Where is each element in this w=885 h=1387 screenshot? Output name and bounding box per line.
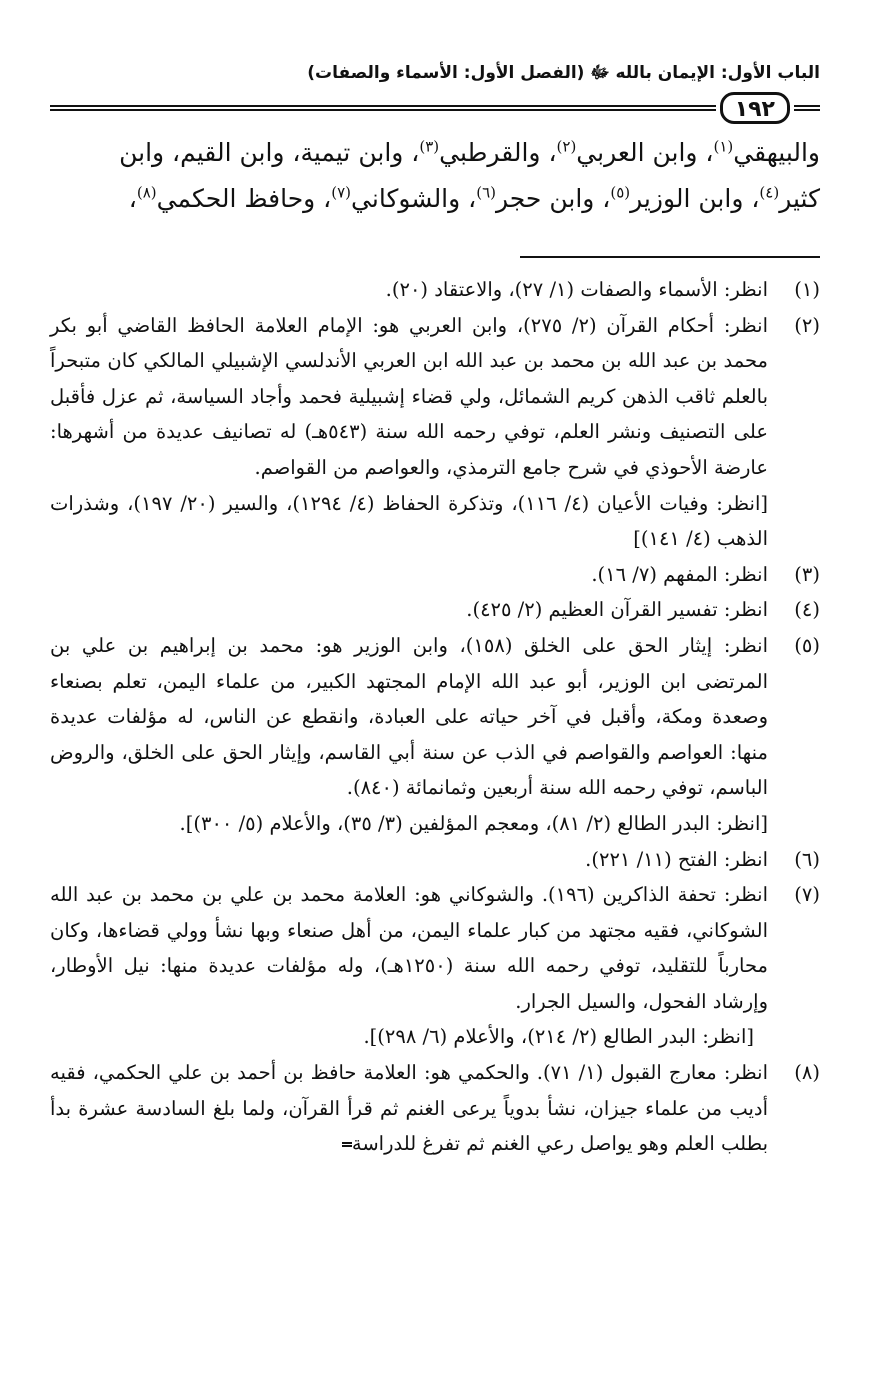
- main-text-segment: ، والشوكاني: [351, 184, 477, 213]
- main-text-segment: ،: [128, 184, 137, 213]
- main-line: [50, 176, 820, 222]
- footnote-ref: (٥): [610, 183, 631, 202]
- footnote: [50, 557, 820, 593]
- footnotes: [50, 272, 820, 1162]
- footnote-body: [50, 842, 768, 878]
- footnote: [50, 592, 820, 628]
- header-rule-row: [50, 88, 820, 128]
- main-text-segment: ، وحافظ الحكمي: [156, 184, 332, 213]
- footnote-number: (٥): [794, 633, 820, 657]
- footnote-sources: [انظر: البدر الطالع (٢/ ٨١)، ومعجم المؤلفين (٣/ ٣٥)، والأعلام (٥/ ٣٠٠)].: [179, 811, 768, 835]
- footnote-number: (٣): [794, 562, 820, 586]
- main-text-segment: ، وابن العربي: [576, 138, 714, 167]
- footnote: [50, 877, 820, 1055]
- footnote-ref: (٤): [759, 183, 780, 202]
- footnote-number: (٢): [794, 313, 820, 337]
- footnote-text: انظر: إيثار الحق على الخلق (١٥٨)، وابن الوزير هو: محمد بن إبراهيم بن علي بن المرتضى ابن الوزير، أبو عبد الله الإمام المجتهد الكبير، من علماء اليمن، تعلم بصنعاء وصعدة ومكة، وأقبل في آخر حياته على العبادة، وانقطع عن الناس، له مؤلفات عديدة منها: العواصم والقواصم في الذب عن سنة أبي القاسم، وإيثار الحق على الخلق، والروض الباسم، توفي رحمه الله سنة أربعين وثمانمائة (٨٤٠).: [50, 633, 769, 800]
- footnote-text: [50, 1055, 768, 1162]
- main-text-segment: ، وابن الوزير: [630, 184, 760, 213]
- footnote-body: [50, 628, 768, 842]
- footnote-ref: (٧): [331, 183, 352, 202]
- main-text-segment: ، وابن حجر: [496, 184, 611, 213]
- footnote-divider: [520, 256, 820, 258]
- main-text: [50, 130, 820, 222]
- footnote-body: [50, 272, 768, 308]
- main-text-segment: والبيهقي: [733, 138, 820, 167]
- footnote-number: (٨): [794, 1061, 820, 1085]
- footnote-body: [50, 877, 768, 1055]
- footnote-number: (٤): [794, 598, 820, 622]
- footnote-ref: (٣): [419, 137, 440, 156]
- footnote: [50, 628, 820, 842]
- footnote-text-run: انظر: معارج القبول (١/ ٧١). والحكمي هو: العلامة حافظ بن أحمد بن علي الحكمي، فقيه أديب من علماء جيزان، نشأ بدوياً يرعى الغنم ثم قرأ القرآن، ولما بلغ السادسة عشرة بدأ بطلب العلم وهو يواصل رعي الغنم ثم تفرغ للدراسة: [50, 1061, 768, 1156]
- continuation-mark: [342, 1142, 352, 1147]
- book-page: [50, 60, 820, 1162]
- footnote-text: انظر: أحكام القرآن (٢/ ٢٧٥)، وابن العربي هو: الإمام العلامة الحافظ القاضي أبو بكر محمد بن عبد الله بن محمد بن عبد الله ابن العربي الأندلسي الإشبيلي المالكي كان متبحراً بالعلم ثاقب الذهن كريم الشمائل، ولي قضاء إشبيلية فحمد وأجاد السياسة، ثم عزل فأقبل على التصنيف ونشر العلم، توفي رحمه الله سنة (٥٤٣هـ) له تصانيف عديدة من أشهرها: عارضة الأحوذي في شرح جامع الترمذي، والعواصم من القواصم.: [50, 313, 768, 479]
- main-text-segment: ، وابن تيمية، وابن القيم، وابن: [119, 138, 420, 167]
- footnote-body: [50, 592, 768, 628]
- main-text-segment: ، والقرطبي: [439, 138, 557, 167]
- footnote-ref: (١): [713, 137, 734, 156]
- footnote-body: [50, 308, 768, 557]
- page-number: ١٩٢: [720, 92, 790, 124]
- footnote: [50, 308, 820, 557]
- footnote-sources: [انظر: البدر الطالع (٢/ ٢١٤)، والأعلام (٦/ ٢٩٨)].: [363, 1025, 754, 1049]
- main-text-segment: كثير: [779, 184, 820, 213]
- footnote: [50, 842, 820, 878]
- footnote-number: (١): [794, 278, 820, 301]
- header-rule-short: [794, 105, 820, 111]
- footnote-text: انظر: الأسماء والصفات (١/ ٢٧)، والاعتقاد (٢٠).: [385, 278, 768, 301]
- footnote-ref: (٨): [136, 183, 157, 202]
- footnote: [50, 272, 820, 308]
- footnote-number: (٦): [794, 847, 820, 871]
- header-rule-long: [50, 105, 716, 111]
- footnote-sources: [انظر: وفيات الأعيان (٤/ ١١٦)، وتذكرة الحفاظ (٤/ ١٢٩٤)، والسير (٢٠/ ١٩٧)، وشذرات الذهب (٤/ ١٤١)]: [50, 491, 768, 551]
- footnote-text: انظر: الفتح (١١/ ٢٢١).: [585, 847, 768, 871]
- footnote-ref: (٦): [476, 183, 496, 202]
- footnote: [50, 1055, 820, 1162]
- footnote-ref: (٢): [556, 137, 577, 156]
- main-line: [50, 130, 820, 176]
- footnote-text: انظر: المفهم (٧/ ١٦).: [591, 562, 768, 586]
- footnote-text: انظر: تحفة الذاكرين (١٩٦). والشوكاني هو: العلامة محمد بن علي بن محمد بن عبد الله الشوكاني، فقيه مجتهد من كبار علماء اليمن، من أهل صنعاء وبها نشأ وولي قضاءها، وكان محارباً للتقليد، توفي رحمه الله سنة (١٢٥٠هـ)، وله مؤلفات عديدة منها: نيل الأوطار، وإرشاد الفحول، والسيل الجرار.: [50, 883, 769, 1013]
- footnote-body: [50, 1055, 768, 1162]
- footnote-number: (٧): [794, 883, 820, 907]
- footnote-body: [50, 557, 768, 593]
- running-header: الباب الأول: الإيمان بالله ﷻ (الفصل الأول: الأسماء والصفات): [307, 63, 820, 83]
- footnote-text: انظر: تفسير القرآن العظيم (٢/ ٤٢٥).: [466, 598, 768, 622]
